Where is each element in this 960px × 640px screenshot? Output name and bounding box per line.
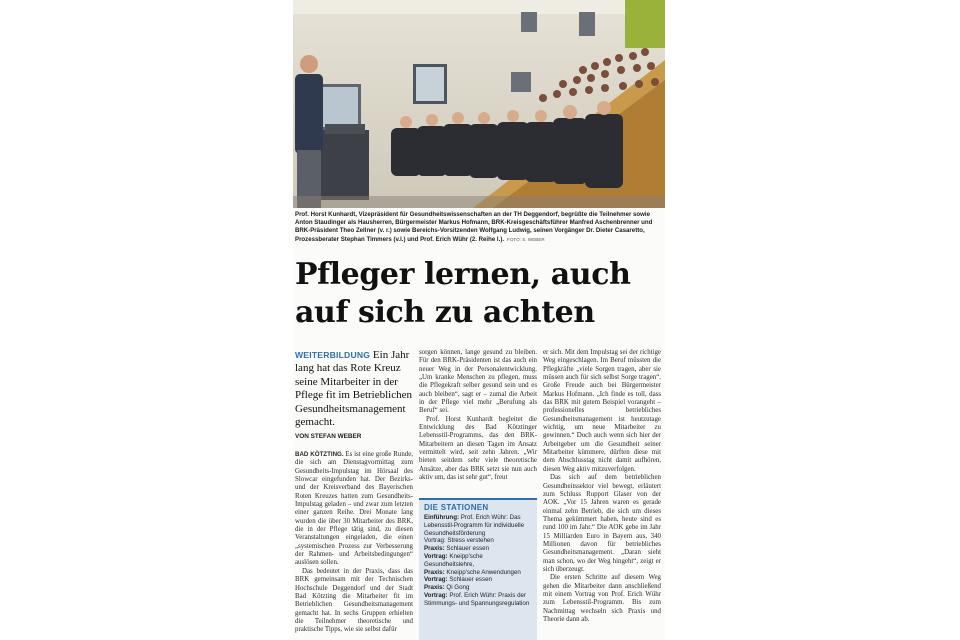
row-text: Vortrag: Stress verstehen: [424, 537, 494, 545]
infobox-row: [424, 592, 533, 608]
article-lead: [295, 349, 413, 429]
row-text: Schlauer essen: [446, 545, 490, 553]
column1-paragraph-1: [295, 451, 413, 568]
row-text: Schlauer essen: [449, 576, 492, 584]
infobox-row: [424, 514, 533, 537]
row-label: Praxis:: [424, 568, 445, 576]
column3-paragraph-3: Die ersten Schritte auf diesem Weg gehen die Mitarbeiter dann anschließend mit einem Vortrag von Prof. Erich Wühr zum Lebensstil-Programm. Bis zum Nachmittag wechseln sich Praxis und Theorie dann ab.: [543, 574, 661, 623]
lead-kicker: WEITERBILDUNG: [295, 350, 371, 360]
column3-paragraph-2: Das sich auf dem betrieblichen Gesundheitssektor viel bewegt, erläutert zum Schluss Rupport Glaser von der AOK. „Vor 15 Jahren waren es gerade einmal zehn Betrieb, die sich um dieses Thema gekümmert haben, heute sind es rund 100 im Jahr.“ Die AOK gebe im Jahr 15 Milliarden Euro in Bayern aus, 340 Millionen davon für betriebliches Gesundheitsmanagement. „Daran sieht man schon, wo der Weg hingeht“, zeigt er sich überzeugt.: [543, 474, 661, 573]
row-label: Einführung:: [424, 514, 460, 521]
row-text: Qi Gong: [446, 584, 470, 592]
article-photo: [293, 0, 665, 208]
infobox-row: [424, 545, 533, 553]
column1-p1-text: Es ist eine große Runde, die sich am Dienstagvormittag zum Gesundheits-Impulstag im Hörsaal des Slowcar eingefunden hat. Der Bezirks- und der Kreisverband des Bayerischen Roten Kreuzes hatten zum Gesundheits-Impulstag geladen – und zwar zum letzten einer ganzen Reihe. Drei Monate lang wurden die über 30 Mitarbeiter des BRK, die in der Pflege tätig sind, zu diesen Veranstaltungen eingeladen, die einen „systemischen Prozess zur Verbesserung der Rahmen- und Arbeitsbedingungen“ auslösen sollen.: [295, 451, 413, 567]
byline: VON STEFAN WEBER: [295, 433, 362, 440]
column2-paragraph-1: sorgen können, lange gesund zu bleiben. Für den BRK-Präsidenten ist das auch ein neuer Weg in der Personalentwicklung. „Um kranke Menschen zu pflegen, muss die Pflegekraft selber gesund sein und es auch bleiben“, sagt er – zumal die Arbeit in der Pflege viel mehr „Berufung als Beruf“ sei.: [419, 349, 537, 415]
infobox-title: DIE STATIONEN: [424, 503, 489, 512]
column3-paragraph-1: er sich. Mit dem Impulstag sei der richtige Weg eingeschlagen. Im Beruf müssten die Pflegkräfte „viele Sorgen tragen, aber sie müssen auch für sich selbst Sorge tragen“. Große Freude auch bei Bürgermeister Markus Hofmann. „Ich finde es toll, dass das BRK mit gutem Beispiel vorangeht – professionelles betriebliches Gesundheitsmanagement ist heutzutage wichtig, um neue Mitarbeiter zu gewinnen.“ Doch auch wenn sich hier der Arbeitgeber um die Gesundheit seiner Mitarbeiter kümmere, dürften diese mit dem Abschlusstag nicht damit aufhören, diesen Weg aktiv mitzuverfolgen.: [543, 349, 661, 473]
photo-credit: FOTO: S. WEBER: [507, 236, 545, 242]
lead-text: Ein Jahr lang hat das Rote Kreuz seine Mitarbeiter in der Pflege fit im Betrieblichen Gesundheitsmanagement gemacht.: [295, 349, 412, 429]
row-label: Praxis:: [424, 584, 445, 592]
infobox-row: [424, 584, 533, 592]
newspaper-page: [293, 0, 665, 640]
stations-infobox: [419, 498, 537, 640]
lecture-hall-photo: [293, 0, 665, 208]
row-label: Vortrag:: [424, 576, 448, 584]
row-label: Vortrag:: [424, 591, 448, 599]
article-column-1: [295, 451, 413, 635]
infobox-row: [424, 576, 533, 584]
row-text: Prof. Erich Wühr: Praxis der Stimmungs- und Spannungsregulation: [424, 591, 530, 607]
row-text: Kneipp'sche Gesundheitslehre,: [424, 552, 483, 568]
infobox-row: [424, 553, 533, 569]
row-label: Vortrag:: [424, 552, 448, 560]
infobox-row: [424, 569, 533, 577]
article-headline: Pfleger lernen, auch auf sich zu achten: [295, 257, 631, 330]
column1-paragraph-2: Das bedeutet in der Praxis, dass das BRK gemeinsam mit der Technischen Hochschule Deggendorf und der Stadt Bad Kötzting die Mitarbeiter fit im Betrieblichen Gesundheitsmanagement gemacht hat. In sechs Gruppen erhielten die Teilnehmer theoretische und praktische Tipps, wie sie selbst dafür: [295, 567, 413, 634]
column2-paragraph-2: Prof. Horst Kunhardt begleitet die Entwicklung des Bad Kötztinger Lebensstil-Programms, das den BRK-Mitarbeitern an diesen Tagen im Ansatz vermittelt wird, seit zehn Jahren. „Wir bieten seitdem sehr viele theoretische Ansätze, aber das BRK setzt sie nun auch aktiv um, das ist sehr gut“, freut: [419, 415, 537, 482]
photo-caption: [295, 211, 661, 244]
row-text: Prof. Erich Wühr: Das Lebensstil-Programm für individuelle Gesundheitsförderung: [424, 514, 525, 537]
article-column-2: [419, 349, 537, 483]
infobox-row: [424, 537, 533, 545]
row-label: Praxis:: [424, 545, 445, 553]
dateline: BAD KÖTZTING.: [295, 451, 344, 458]
article-column-3: [543, 349, 661, 624]
infobox-list: [419, 514, 537, 608]
row-text: Kneipp'sche Anwendungen: [446, 568, 521, 576]
caption-text: Prof. Horst Kunhardt, Vizepräsident für Gesundheitswissenschaften an der TH Deggendorf, begrüßte die Teilnehmer sowie Anton Staudinger als Hausherren, Bürgermeister Markus Hofmann, BRK-Kreisgeschäftsführer Manfred Aschenbrenner und BRK-Präsident Theo Zellner (v. r.) sowie Bereichs-Vorsitzenden Wolfgang Ludwig, seinen Vorgänger Dr. Dieter Casaretto, Prozessberater Stephan Timmers (v.l.) und Prof. Erich Wühr (2. Reihe l.).: [295, 211, 653, 243]
